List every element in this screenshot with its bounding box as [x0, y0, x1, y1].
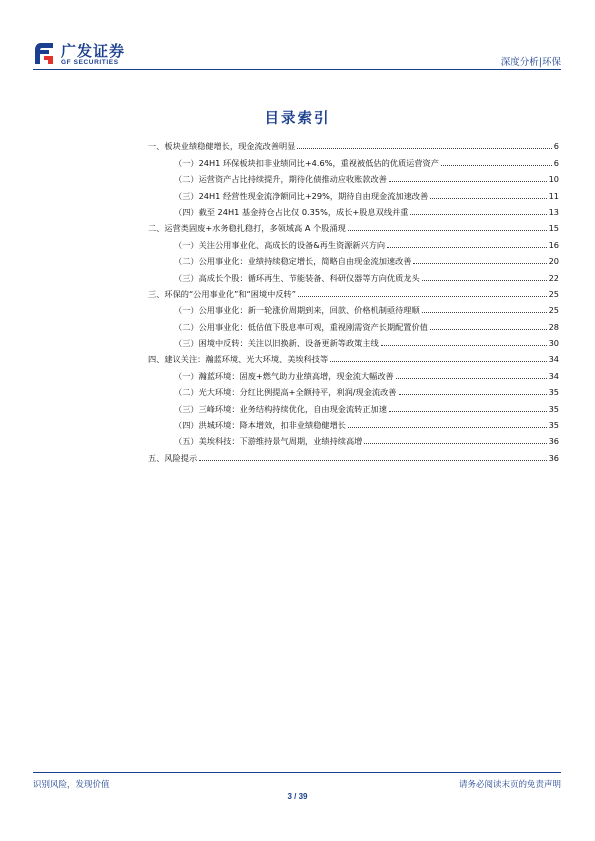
toc-entry-title: （三）三峰环境：业务结构持续优化，自由现金流转正加速 — [174, 403, 387, 414]
toc-entry[interactable] — [174, 397, 559, 413]
header-divider — [33, 69, 561, 70]
toc-entry-page: 35 — [548, 403, 559, 414]
toc-dot-leader — [396, 378, 547, 379]
toc-entry-page: 20 — [548, 256, 559, 267]
toc-entry[interactable] — [174, 332, 559, 348]
toc-entry-title: （三）24H1 经营性现金流净额同比+29%，期待自由现金流加速改善 — [174, 190, 429, 201]
toc-dot-leader — [422, 312, 547, 313]
toc-dot-leader — [389, 181, 547, 182]
toc-entry[interactable] — [148, 217, 559, 233]
toc-entry[interactable] — [174, 201, 559, 217]
toc-entry-page: 34 — [548, 370, 559, 381]
toc-entry[interactable] — [174, 364, 559, 380]
toc-entry-title: （二）公用事业化：业绩持续稳定增长，简略自由现金流加速改善 — [174, 256, 412, 267]
toc-entry-title: 二、运营类固废+水务稳扎稳打，多领域高 A 个股涌现 — [148, 223, 346, 234]
toc-entry-title: 五、风险提示 — [148, 452, 198, 463]
brand-name-cn: 广发证券 — [61, 42, 126, 60]
toc-entry-page: 34 — [548, 354, 559, 365]
toc-entry[interactable] — [174, 414, 559, 430]
toc-entry-page: 15 — [548, 223, 559, 234]
toc-title: 目录索引 — [264, 111, 331, 127]
toc-entry[interactable] — [174, 184, 559, 200]
toc-dot-leader — [330, 361, 546, 362]
toc-dot-leader — [410, 214, 546, 215]
toc-entry-page: 16 — [548, 239, 559, 250]
toc-entry[interactable] — [174, 151, 559, 167]
toc-entry[interactable] — [174, 266, 559, 282]
toc-entry-page: 35 — [548, 387, 559, 398]
toc-entry[interactable] — [174, 315, 559, 331]
toc-entry-title: （一）公用事业化：新一轮涨价周期到来，回款、价格机制亟待理顺 — [174, 305, 420, 316]
toc-entry[interactable] — [148, 283, 559, 299]
toc-dot-leader — [422, 280, 547, 281]
toc-dot-leader — [430, 198, 546, 199]
toc-entry-page: 28 — [548, 321, 559, 332]
toc-entry-page: 22 — [548, 272, 559, 283]
table-of-contents — [148, 135, 559, 463]
toc-entry-title: （四）洪城环境：降本增效，扣非业绩稳健增长 — [174, 420, 346, 431]
toc-entry[interactable] — [148, 135, 559, 151]
toc-entry-title: （三）困境中反转：关注以旧换新、设备更新等政策主线 — [174, 338, 379, 349]
toc-entry-page: 30 — [548, 338, 559, 349]
toc-dot-leader — [381, 345, 547, 346]
toc-entry-title: （一）24H1 环保板块扣非业绩同比+4.6%，重视被低估的优质运营资产 — [174, 157, 439, 168]
toc-entry-page: 35 — [548, 420, 559, 431]
footer-disclaimer-note: 请务必阅读末页的免责声明 — [458, 780, 561, 790]
toc-dot-leader — [297, 148, 551, 149]
report-type: 深度分析|环保 — [500, 57, 561, 68]
toc-entry-page: 11 — [548, 190, 559, 201]
toc-entry-page: 36 — [548, 436, 559, 447]
toc-entry[interactable] — [148, 348, 559, 364]
toc-entry-title: （二）光大环境：分红比例提高+全额持平，利润/现金流改善 — [174, 387, 397, 398]
toc-dot-leader — [348, 230, 547, 231]
toc-entry-title: （二）公用事业化：低估值下股息率可观，重视刚需资产长期配置价值 — [174, 321, 428, 332]
toc-dot-leader — [441, 165, 552, 166]
toc-entry[interactable] — [174, 250, 559, 266]
toc-entry-title: （三）高成长个股：循环再生、节能装备、科研仪器等方向优质龙头 — [174, 272, 420, 283]
toc-entry-page: 36 — [548, 452, 559, 463]
gf-logo-icon — [33, 40, 57, 66]
toc-entry[interactable] — [148, 446, 559, 462]
page-number: 3 / 39 — [287, 792, 308, 801]
brand-name-en: GF SECURITIES — [61, 59, 119, 66]
toc-entry-title: （五）美埃科技：下游维持景气周期，业绩持续高增 — [174, 436, 363, 447]
toc-entry[interactable] — [174, 233, 559, 249]
toc-entry-title: 四、建议关注：瀚蓝环境、光大环境、美埃科技等 — [148, 354, 329, 365]
toc-dot-leader — [364, 443, 546, 444]
toc-entry-title: （一）关注公用事业化、高成长的设备&再生资源新兴方向 — [174, 239, 386, 250]
toc-entry[interactable] — [174, 299, 559, 315]
toc-dot-leader — [413, 263, 546, 264]
toc-dot-leader — [387, 247, 547, 248]
toc-entry-page: 13 — [548, 206, 559, 217]
toc-entry-page: 6 — [553, 141, 559, 152]
toc-entry-title: （四）截至 24H1 基金持仓占比仅 0.35%，成长+股息双线并重 — [174, 206, 409, 217]
footer-slogan: 识别风险，发现价值 — [33, 780, 110, 790]
toc-entry[interactable] — [174, 430, 559, 446]
toc-entry[interactable] — [174, 381, 559, 397]
toc-entry-title: （二）运营资产占比持续提升，期待化债推动应收账款改善 — [174, 174, 387, 185]
toc-dot-leader — [348, 427, 547, 428]
toc-dot-leader — [199, 460, 546, 461]
toc-entry-page: 25 — [548, 288, 559, 299]
toc-entry-page: 10 — [548, 174, 559, 185]
toc-dot-leader — [399, 394, 547, 395]
toc-dot-leader — [430, 329, 547, 330]
toc-entry-page: 25 — [548, 305, 559, 316]
toc-entry-title: 一、板块业绩稳健增长，现金流改善明显 — [148, 141, 296, 152]
toc-dot-leader — [389, 411, 547, 412]
toc-entry-title: （一）瀚蓝环境：固废+燃气助力业绩高增，现金流大幅改善 — [174, 370, 394, 381]
toc-dot-leader — [298, 296, 547, 297]
toc-entry-title: 三、环保的“公用事业化”和“困境中反转” — [148, 288, 296, 299]
footer-divider — [33, 772, 561, 773]
toc-entry[interactable] — [174, 168, 559, 184]
toc-entry-page: 6 — [553, 157, 559, 168]
